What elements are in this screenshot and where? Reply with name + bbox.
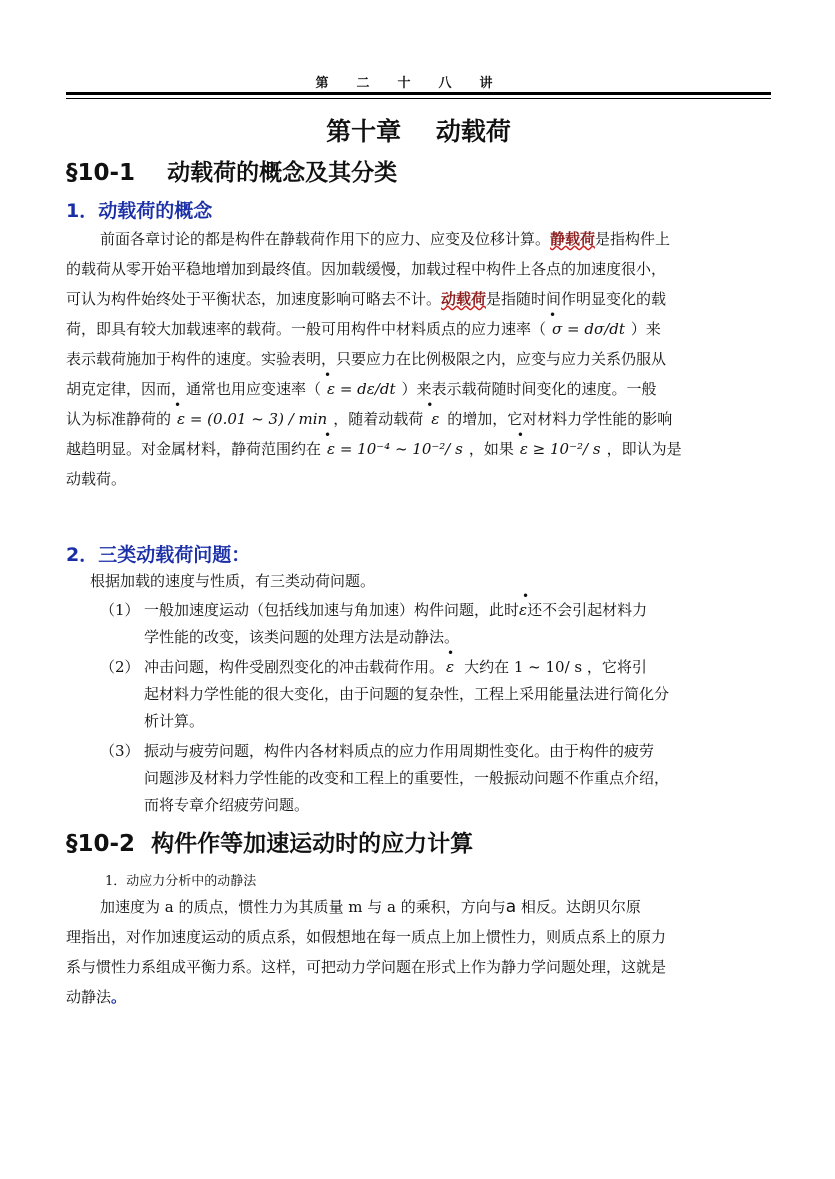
text: 学性能的改变，该类问题的处理方法是动静法。 [144, 628, 460, 646]
text: 荷，即具有较大加载速率的载荷。一般可用构件中材料质点的应力速率（ [66, 320, 547, 338]
text: 可认为构件始终处于平衡状态，加速度影响可略去不计。 [66, 290, 442, 308]
text: 根据加载的速度与性质，有三类动荷问题。 [90, 572, 376, 590]
epsilon-dot-symbol: • ε [444, 654, 464, 681]
item-number: （2） [100, 658, 140, 676]
text: 是指构件上 [595, 230, 671, 248]
text: 系与惯性力系组成平衡力系。这样，可把动力学问题在形式上作为静力学问题处理，这就是 [66, 958, 667, 976]
text: 动载荷。 [66, 470, 127, 488]
strain-rate-formula: • ε = dε/dt [321, 374, 402, 404]
text: 胡克定律，因而，通常也用应变速率（ [66, 380, 322, 398]
text: ，即认为是 [606, 440, 682, 458]
text: ，随着动载荷 [333, 410, 424, 428]
text: 而将专章介绍疲劳问题。 [144, 796, 310, 814]
text: 是指随时间作明显变化的载 [486, 290, 667, 308]
text: ，如果 [468, 440, 514, 458]
epsilon-dot-symbol: • ε [519, 597, 527, 624]
problem-list [100, 597, 772, 819]
list-item [100, 597, 772, 651]
text: 振动与疲劳问题，构件内各材料质点的应力作用周期性变化。由于构件的疲劳 [144, 742, 655, 760]
paragraph-dalembert [66, 892, 771, 1012]
text: 的增加，它对材料力学性能的影响 [447, 410, 673, 428]
term-dynamic-load: 动载荷 [441, 290, 487, 308]
section-heading-2: §10-2 构件作等加速运动时的应力计算 [66, 831, 474, 857]
text: 相反。达朗贝尔原 [516, 898, 641, 916]
text: 。 [111, 988, 127, 1006]
text: 表示载荷施加于构件的速度。实验表明，只要应力在比例极限之内，应变与应力关系仍服从 [66, 350, 667, 368]
text: 前面各章讨论的都是构件在静载荷作用下的应力、应变及位移计算。 [100, 230, 551, 248]
subheading-concept: 1．动载荷的概念 [66, 200, 213, 222]
text: 动静法 [66, 988, 112, 1006]
dynamic-threshold-formula: • ε ≥ 10⁻²/ s [514, 434, 607, 464]
stress-rate-formula: • σ = dσ/dt [546, 314, 631, 344]
list-item [100, 654, 772, 735]
term-static-load: 静载荷 [550, 230, 596, 248]
text: 一般加速度运动（包括线加速与角加速）构件问题，此时 [144, 601, 520, 619]
subheading-three-types: 2．三类动载荷问题： [66, 544, 251, 566]
text: ）来 [630, 320, 661, 338]
intro-text [66, 568, 771, 595]
text: 析计算。 [144, 712, 205, 730]
item-number: （1） [100, 601, 140, 619]
header-rule-thick [66, 92, 771, 95]
paragraph-concept [66, 224, 771, 494]
text: 的载荷从零开始平稳地增加到最终值。因加载缓慢，加载过程中构件上各点的加速度很小， [66, 260, 667, 278]
header-rule-thin [66, 98, 771, 99]
text: 还不会引起材料力 [527, 601, 648, 619]
chapter-title: 第十章 动载荷 [326, 117, 511, 146]
metal-range-formula: • ε = 10⁻⁴ ~ 10⁻²/ s [321, 434, 469, 464]
text: 加速度为 a 的质点，惯性力为其质量 m 与 a 的乘积，方向与 [100, 898, 506, 916]
text: ）来表示载荷随时间变化的速度。一般 [401, 380, 657, 398]
text: 认为标准静荷的 [66, 410, 172, 428]
list-item [100, 738, 772, 819]
text: 冲击问题，构件受剧烈变化的冲击载荷作用。 [144, 658, 445, 676]
text: 大约在 1 ~ 10/ s ，它将引 [464, 658, 647, 676]
text: 理指出，对作加速度运动的质点系，如假想地在每一质点上加上惯性力，则质点系上的原力 [66, 928, 667, 946]
subheading-dalembert: 1．动应力分析中的动静法 [105, 874, 257, 889]
item-number: （3） [100, 742, 140, 760]
text: 问题涉及材料力学性能的改变和工程上的重要性，一般振动问题不作重点介绍， [144, 769, 670, 787]
static-range-formula: • ε = (0.01 ~ 3) / min [171, 404, 333, 434]
acceleration-symbol: a [505, 897, 517, 917]
section-heading-1: §10-1 动载荷的概念及其分类 [66, 160, 398, 186]
epsilon-dot-symbol: • ε [423, 404, 447, 434]
text: 越趋明显。对金属材料，静荷范围约在 [66, 440, 322, 458]
text: 起材料力学性能的很大变化，由于问题的复杂性，工程上采用能量法进行简化分 [144, 685, 670, 703]
lecture-header: 第二十八讲 [315, 76, 521, 91]
